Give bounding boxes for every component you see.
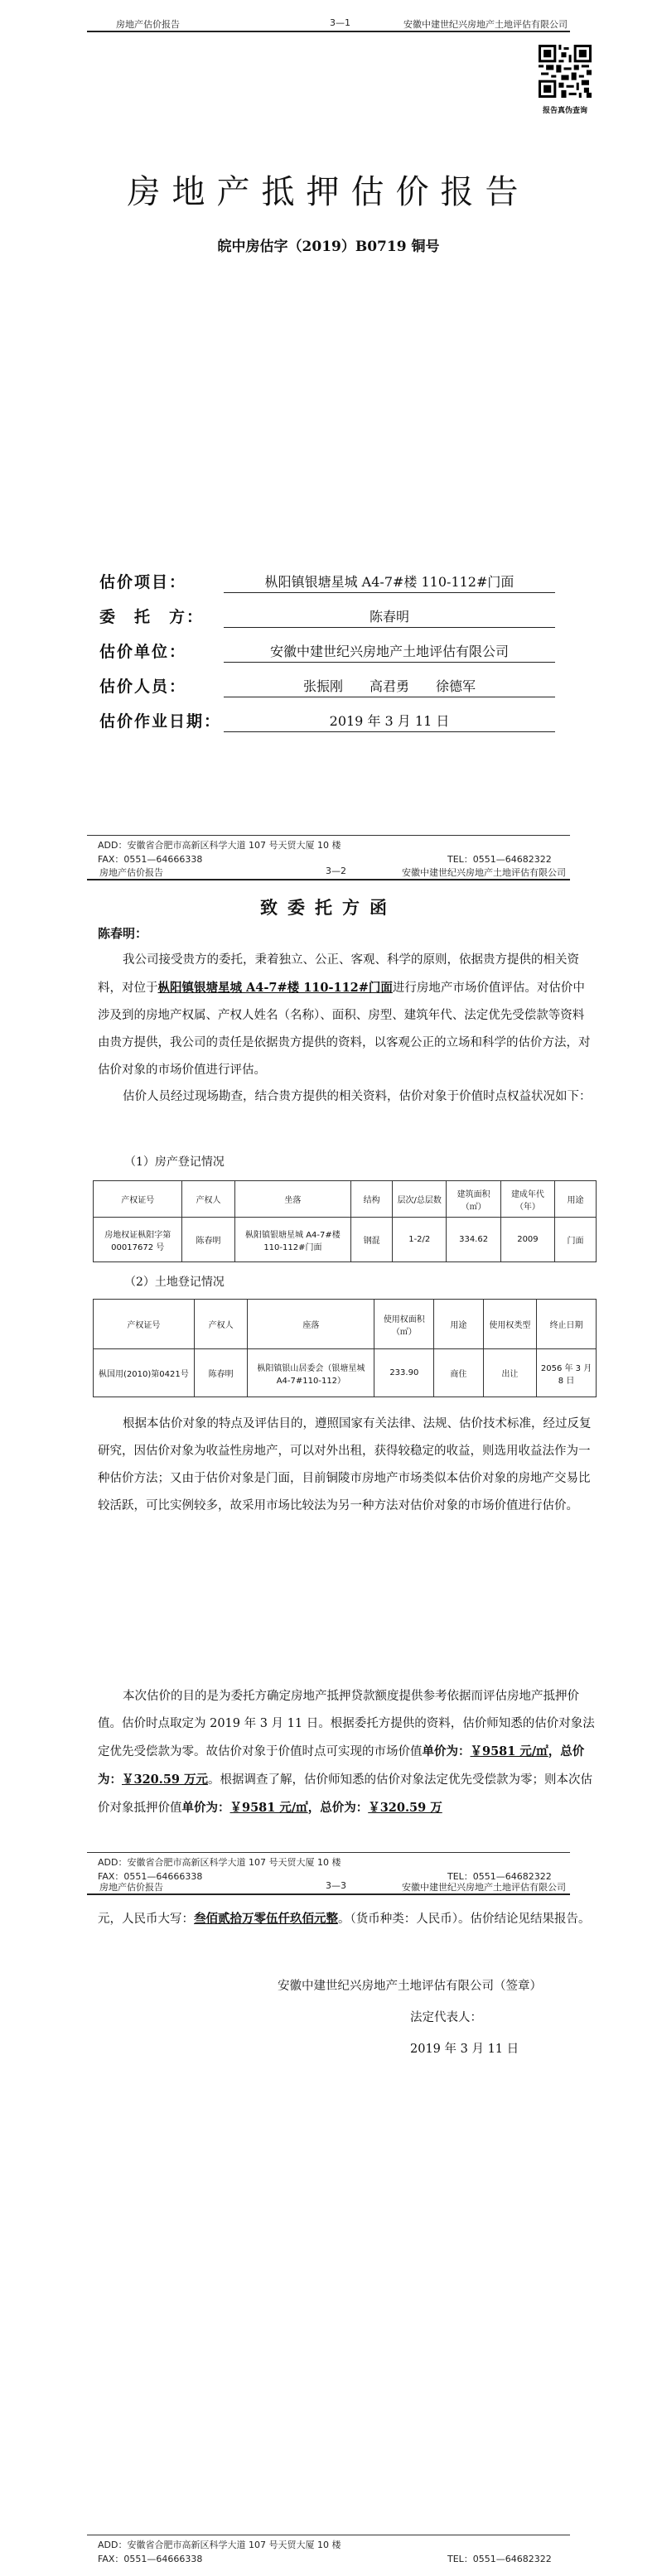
info-label-appraisers: 估价人员： <box>99 678 187 696</box>
table-cell: 房地权证枞阳字第00017672 号 <box>94 1218 182 1262</box>
letter-paragraph-2: 估价人员经过现场勘查，结合贵方提供的相关资料，估价对象于价值时点权益状况如下： <box>123 1090 592 1103</box>
info-value-project: 枞阳镇银塘星城 A4-7#楼 110-112#门面 <box>224 572 555 593</box>
info-label-date: 估价作业日期： <box>99 712 222 731</box>
table-header: 结构 <box>351 1181 393 1218</box>
table-cell: 出让 <box>483 1349 537 1397</box>
table-header: 座落 <box>248 1300 374 1349</box>
table-header: 建筑面积（㎡） <box>447 1181 500 1218</box>
table-cell: 233.90 <box>374 1349 434 1397</box>
info-value-client: 陈春明 <box>224 606 555 628</box>
table-cell: 门面 <box>555 1218 597 1262</box>
footer-fax: FAX：0551—64666338 <box>98 2554 203 2564</box>
table-header: 产权人 <box>194 1300 248 1349</box>
page-number: 3—1 <box>330 17 350 28</box>
table-header-row <box>94 1300 597 1349</box>
table-cell: 陈春明 <box>194 1349 248 1397</box>
table-header: 坐落 <box>234 1181 351 1218</box>
footer-tel: TEL：0551—64682322 <box>447 2554 552 2564</box>
table-header: 使用权类型 <box>483 1300 537 1349</box>
page-header-left: 房地产估价报告 <box>99 867 163 878</box>
table-header: 终止日期 <box>537 1300 597 1349</box>
signature-company: 安徽中建世纪兴房地产土地评估有限公司（签章） <box>278 1980 542 1993</box>
table-header: 产权人 <box>182 1181 234 1218</box>
footer-tel: TEL：0551—64682322 <box>447 1871 552 1882</box>
header-rule <box>87 879 570 880</box>
house-registration-table <box>93 1180 597 1262</box>
info-label-project: 估价项目： <box>99 573 187 591</box>
letter-paragraph-5: 元，人民币大写：叁佰贰拾万零伍仟玖佰元整。（货币种类：人民币）。估价结论见结果报告。 <box>98 1912 591 1926</box>
table-cell: 钢混 <box>351 1218 393 1262</box>
table-header: 层次/总层数 <box>393 1181 447 1218</box>
letter-heading: 致委托方函 <box>260 897 397 918</box>
page-header-right: 安徽中建世纪兴房地产土地评估有限公司 <box>403 19 568 30</box>
signature-representative: 法定代表人： <box>410 2011 482 2024</box>
table-header: 用途 <box>555 1181 597 1218</box>
footer-fax: FAX：0551—64666338 <box>98 854 203 865</box>
table-cell: 1-2/2 <box>393 1218 447 1262</box>
table-cell: 枞国用(2010)第0421号 <box>94 1349 195 1397</box>
table-cell: 陈春明 <box>182 1218 234 1262</box>
table-header-row <box>94 1181 597 1218</box>
page-header-right: 安徽中建世纪兴房地产土地评估有限公司 <box>402 867 566 878</box>
footer-rule <box>87 835 570 836</box>
footer-address: ADD：安徽省合肥市高新区科学大道 107 号天贸大厦 10 楼 <box>98 2540 341 2550</box>
table-row <box>94 1349 597 1397</box>
table-cell: 2056 年 3 月 8 日 <box>537 1349 597 1397</box>
table-cell: 枞阳镇银塘星城 A4-7#楼 110-112#门面 <box>234 1218 351 1262</box>
page-header-left: 房地产估价报告 <box>116 19 180 30</box>
page-number: 3—3 <box>326 1880 346 1891</box>
table-header: 用途 <box>434 1300 483 1349</box>
report-title: 房地产抵押估价报告 <box>127 173 530 211</box>
table-header: 产权证号 <box>94 1181 182 1218</box>
letter-paragraph-1: 我公司接受贵方的委托，秉着独立、公正、客观、科学的原则，依据贵方提供的相关资料，对位于枞阳镇银塘星城 A4-7#楼 110-112#门面进行房地产市场价值评估。对估价中涉及到的房地产权属、产权人姓名（名称）、面积、房型、建筑年代、法定优先受偿款等资料由贵方提供，我公司的责任是依据贵方提供的资料，以客观公正的立场和科学的估价方法，对估价对象的市场价值进行评估。 <box>98 953 591 1077</box>
letter-paragraph-4: 本次估价的目的是为委托方确定房地产抵押贷款额度提供参考依据而评估房地产抵押价值。估价时点取定为 2019 年 3 月 11 日。根据委托方提供的资料，估价师知悉的估价对象法定优先受偿款为零。故估价对象于价值时点可实现的市场价值单价为：￥9581 元/㎡，总价为：￥320.59 万元。根据调查了解，估价师知悉的估价对象法定优先受偿款为零；则本次估价对象抵押价值单价为：￥9581 元/㎡，总价为：￥320.59 万 <box>98 1690 595 1815</box>
info-value-date: 2019 年 3 月 11 日 <box>224 711 555 732</box>
table-header: 建成年代（年） <box>500 1181 554 1218</box>
table-cell: 2009 <box>500 1218 554 1262</box>
info-label-client: 委 托 方： <box>99 608 205 626</box>
footer-tel: TEL：0551—64682322 <box>447 854 552 865</box>
table-cell: 枞阳镇银山居委会（银塘星城 A4-7#110-112） <box>248 1349 374 1397</box>
footer-address: ADD：安徽省合肥市高新区科学大道 107 号天贸大厦 10 楼 <box>98 1857 341 1868</box>
letter-paragraph-3: 根据本估价对象的特点及评估目的，遵照国家有关法律、法规、估价技术标准，经过反复研究，因估价对象为收益性房地产，可以对外出租，获得较稳定的收益，则选用收益法作为一种估价方法；又由于估价对象是门面，目前铜陵市房地产市场类似本估价对象的房地产交易比较活跃，可比实例较多，故采用市场比较法为另一种方法对估价对象的市场价值进行估价。 <box>98 1417 592 1512</box>
header-rule <box>87 31 570 32</box>
qr-code-icon[interactable] <box>539 45 592 98</box>
footer-address: ADD：安徽省合肥市高新区科学大道 107 号天贸大厦 10 楼 <box>98 840 341 851</box>
section-house-label: （1）房产登记情况 <box>124 1155 225 1169</box>
table-cell: 商住 <box>434 1349 483 1397</box>
report-number: 皖中房估字（2019）B0719 铜号 <box>217 239 440 255</box>
info-label-company: 估价单位： <box>99 643 187 661</box>
table-cell: 334.62 <box>447 1218 500 1262</box>
page-header-right: 安徽中建世纪兴房地产土地评估有限公司 <box>402 1882 566 1893</box>
header-rule <box>87 1893 570 1895</box>
table-row <box>94 1218 597 1262</box>
page-number: 3—2 <box>326 866 346 876</box>
section-land-label: （2）土地登记情况 <box>124 1276 225 1289</box>
info-value-appraisers: 张振刚 高君勇 徐德军 <box>224 676 555 697</box>
page-header-left: 房地产估价报告 <box>99 1882 163 1893</box>
table-header: 使用权面积（㎡） <box>374 1300 434 1349</box>
footer-rule <box>87 1852 570 1853</box>
qr-caption: 报告真伪查询 <box>542 107 587 115</box>
table-header: 产权证号 <box>94 1300 195 1349</box>
letter-salutation: 陈春明： <box>98 926 148 941</box>
footer-fax: FAX：0551—64666338 <box>98 1871 203 1882</box>
info-value-company: 安徽中建世纪兴房地产土地评估有限公司 <box>224 641 555 663</box>
land-registration-table <box>93 1299 597 1397</box>
signature-date: 2019 年 3 月 11 日 <box>410 2043 519 2056</box>
